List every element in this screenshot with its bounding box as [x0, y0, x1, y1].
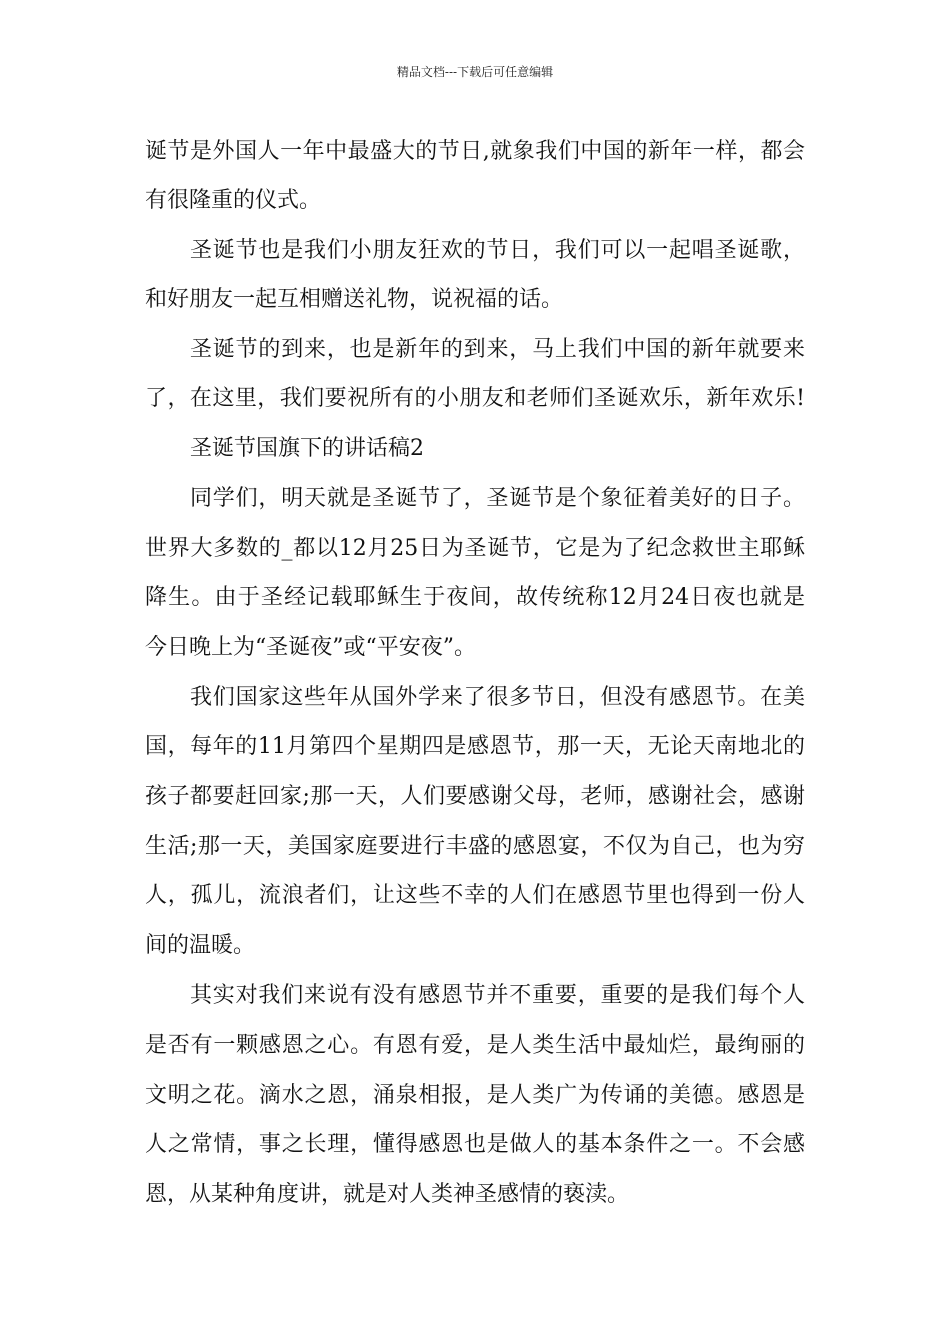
text-line: 圣诞节也是我们小朋友狂欢的节日，我们可以一起唱圣诞歌， — [190, 238, 805, 263]
text-line: 恩，从某种角度讲，就是对人类神圣感情的亵渎。 — [145, 1182, 630, 1207]
text-line: 孩子都要赶回家;那一天，人们要感谢父母，老师，感谢社会，感谢 — [145, 784, 805, 809]
page-header: 精品文档---下载后可任意编辑 — [396, 65, 554, 79]
text-line: 降生。由于圣经记载耶稣生于夜间，故传统称12月24日夜也就是 — [145, 585, 805, 610]
text-line: 生活;那一天，美国家庭要进行丰盛的感恩宴，不仅为自己，也为穷 — [145, 834, 805, 859]
text-line: 文明之花。滴水之恩，涌泉相报，是人类广为传诵的美德。感恩是 — [145, 1083, 805, 1108]
text-line: 今日晚上为“圣诞夜”或“平安夜”。 — [145, 635, 476, 660]
text-line: 其实对我们来说有没有感恩节并不重要，重要的是我们每个人 — [190, 983, 805, 1008]
text-line: 同学们，明天就是圣诞节了，圣诞节是个象征着美好的日子。 — [190, 486, 805, 511]
text-line: 诞节是外国人一年中最盛大的节日,就象我们中国的新年一样，都会 — [145, 139, 805, 164]
text-line: 有很隆重的仪式。 — [145, 188, 322, 213]
text-line: 和好朋友一起互相赠送礼物，说祝福的话。 — [145, 287, 564, 312]
text-line: 国，每年的11月第四个星期四是感恩节，那一天，无论天南地北的 — [145, 734, 805, 759]
text-line: 世界大多数的_都以12月25日为圣诞节，它是为了纪念救世主耶稣 — [145, 536, 805, 561]
text-line: 人之常情，事之长理，懂得感恩也是做人的基本条件之一。不会感 — [145, 1132, 805, 1157]
text-line: 人，孤儿，流浪者们，让这些不幸的人们在感恩节里也得到一份人 — [145, 883, 805, 908]
text-line: 我们国家这些年从国外学来了很多节日，但没有感恩节。在美 — [190, 685, 805, 710]
text-line: 圣诞节的到来，也是新年的到来，马上我们中国的新年就要来 — [190, 337, 805, 362]
text-line: 了，在这里，我们要祝所有的小朋友和老师们圣诞欢乐，新年欢乐! — [145, 386, 805, 411]
text-line: 间的温暖。 — [145, 933, 256, 958]
text-line: 是否有一颗感恩之心。有恩有爱，是人类生活中最灿烂，最绚丽的 — [145, 1033, 805, 1058]
speech-title-text: 圣诞节国旗下的讲话稿2 — [190, 436, 424, 461]
